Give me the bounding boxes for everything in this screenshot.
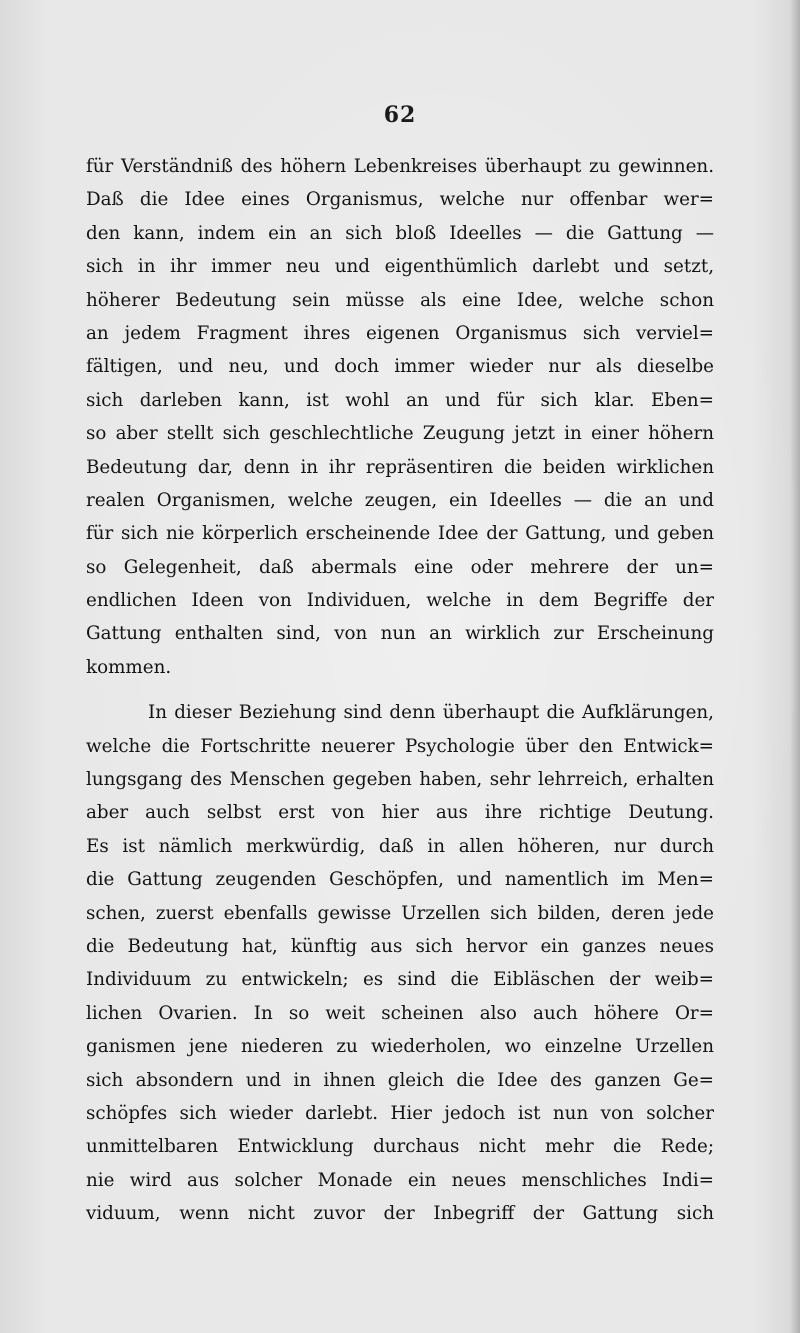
- page-edge-shadow: [790, 0, 800, 1333]
- page-number: 62: [383, 102, 417, 128]
- text-line: aber auch selbst erst von hier aus ihre richtige Deutung.: [86, 802, 714, 824]
- text-line: Individuum zu entwickeln; es sind die Eibläschen der weib=: [86, 969, 714, 991]
- paragraph-gap: [86, 684, 714, 696]
- text-line: für sich nie körperlich erscheinende Idee der Gattung, und geben: [86, 523, 714, 545]
- text-line: welche die Fortschritte neuerer Psychologie über den Entwick=: [86, 735, 714, 757]
- text-line: schen, zuerst ebenfalls gewisse Urzellen sich bilden, deren jede: [86, 902, 714, 924]
- text-line: fältigen, und neu, und doch immer wieder nur als dieselbe: [86, 356, 714, 378]
- text-line: die Bedeutung hat, künftig aus sich hervor ein ganzes neues: [86, 935, 714, 957]
- text-line: schöpfes sich wieder darlebt. Hier jedoch ist nun von solcher: [86, 1102, 714, 1124]
- text-line: lungsgang des Menschen gegeben haben, sehr lehrreich, erhalten: [86, 769, 714, 791]
- text-line: so aber stellt sich geschlechtliche Zeugung jetzt in einer höhern: [86, 423, 714, 445]
- text-line: kommen.: [86, 656, 172, 678]
- text-line: Daß die Idee eines Organismus, welche nur offenbar wer=: [86, 189, 714, 211]
- text-line: Bedeutung dar, denn in ihr repräsentiren die beiden wirklichen: [86, 456, 714, 478]
- text-line: sich absondern und in ihnen gleich die Idee des ganzen Ge=: [86, 1069, 714, 1091]
- text-line: Es ist nämlich merkwürdig, daß in allen höheren, nur durch: [86, 835, 714, 857]
- text-line: für Verständniß des höhern Lebenkreises überhaupt zu gewinnen.: [86, 156, 714, 177]
- text-line: höherer Bedeutung sein müsse als eine Idee, welche schon: [86, 289, 714, 311]
- text-line: sich in ihr immer neu und eigenthümlich darlebt und setzt,: [86, 256, 714, 278]
- text-line: realen Organismen, welche zeugen, ein Ideelles — die an und: [86, 489, 714, 511]
- text-line: In dieser Beziehung sind denn überhaupt die Aufklärungen,: [148, 702, 714, 724]
- text-line: sich darleben kann, ist wohl an und für sich klar. Eben=: [86, 389, 714, 411]
- text-line: den kann, indem ein an sich bloß Ideelles — die Gattung —: [86, 222, 714, 244]
- text-line: nie wird aus solcher Monade ein neues menschliches Indi=: [86, 1169, 714, 1191]
- text-line: lichen Ovarien. In so weit scheinen also auch höhere Or=: [86, 1002, 714, 1024]
- text-line: unmittelbaren Entwicklung durchaus nicht mehr die Rede;: [86, 1136, 714, 1158]
- text-line: Gattung enthalten sind, von nun an wirklich zur Erscheinung: [86, 623, 714, 645]
- text-line: viduum, wenn nicht zuvor der Inbegriff der Gattung sich: [86, 1203, 714, 1225]
- text-line: an jedem Fragment ihres eigenen Organismus sich verviel=: [86, 322, 714, 344]
- text-line: die Gattung zeugenden Geschöpfen, und namentlich im Men=: [86, 869, 714, 891]
- text-line: endlichen Ideen von Individuen, welche in dem Begriffe der: [86, 590, 714, 612]
- text-line: ganismen jene niederen zu wiederholen, wo einzelne Urzellen: [86, 1036, 714, 1058]
- body-text: [86, 150, 714, 1231]
- text-line: so Gelegenheit, daß abermals eine oder mehrere der un=: [86, 556, 714, 578]
